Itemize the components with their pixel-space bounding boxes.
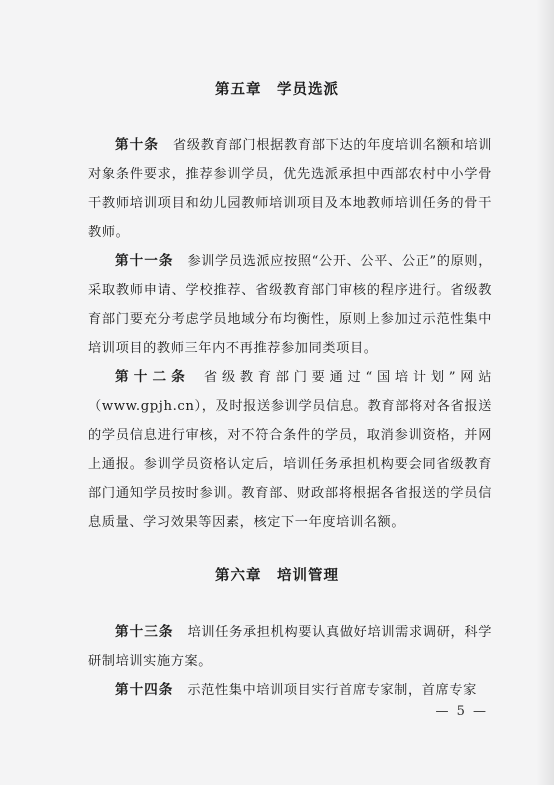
chapter-five-body	[88, 131, 492, 537]
article-12-text: 省级教育部门要通过“国培计划”网站（www.gpjh.cn），及时报送参训学员信息。教育部将对各省报送的学员信息进行审核，对不符合条件的学员，取消参训资格，并网上通报。参训学员资格认定后，培训任务承担机构要会同省级教育部门通知学员按时参训。教育部、财政部将根据各省报送的学员信息质量、学习效果等因素，核定下一年度培训名额。	[88, 370, 492, 530]
article-10-text: 省级教育部门根据教育部下达的年度培训名额和培训对象条件要求，推荐参训学员，优先选派承担中西部农村中小学骨干教师培训项目和幼儿园教师培训项目及本地教师培训任务的骨干教师。	[88, 138, 492, 240]
article-13	[88, 618, 492, 676]
article-13-text: 培训任务承担机构要认真做好培训需求调研，科学研制培训实施方案。	[88, 625, 493, 669]
article-12	[88, 363, 492, 537]
article-11-text: 参训学员选派应按照“公开、公平、公正”的原则，采取教师申请、学校推荐、省级教育部门审核的程序进行。省级教育部门要充分考虑学员地域分布均衡性，原则上参加过示范性集中培训项目的教师三年内不再推荐参加同类项目。	[88, 254, 492, 356]
article-10-number: 第十条	[115, 137, 160, 153]
chapter-six-title: 第六章 培训管理	[215, 568, 339, 584]
page-number: — 5 —	[435, 704, 488, 719]
article-13-number: 第十三条	[115, 624, 174, 640]
page-edge-shadow	[536, 0, 554, 785]
article-10	[88, 131, 492, 247]
chapter-five-title: 第五章 学员选派	[215, 82, 339, 98]
article-14-text: 示范性集中培训项目实行首席专家制，首席专家	[187, 683, 477, 698]
article-14	[88, 676, 492, 705]
article-12-number: 第十二条	[115, 369, 190, 385]
chapter-six-body	[88, 618, 492, 705]
article-14-number: 第十四条	[115, 682, 174, 698]
article-11-number: 第十一条	[115, 253, 174, 269]
article-11	[88, 247, 492, 363]
